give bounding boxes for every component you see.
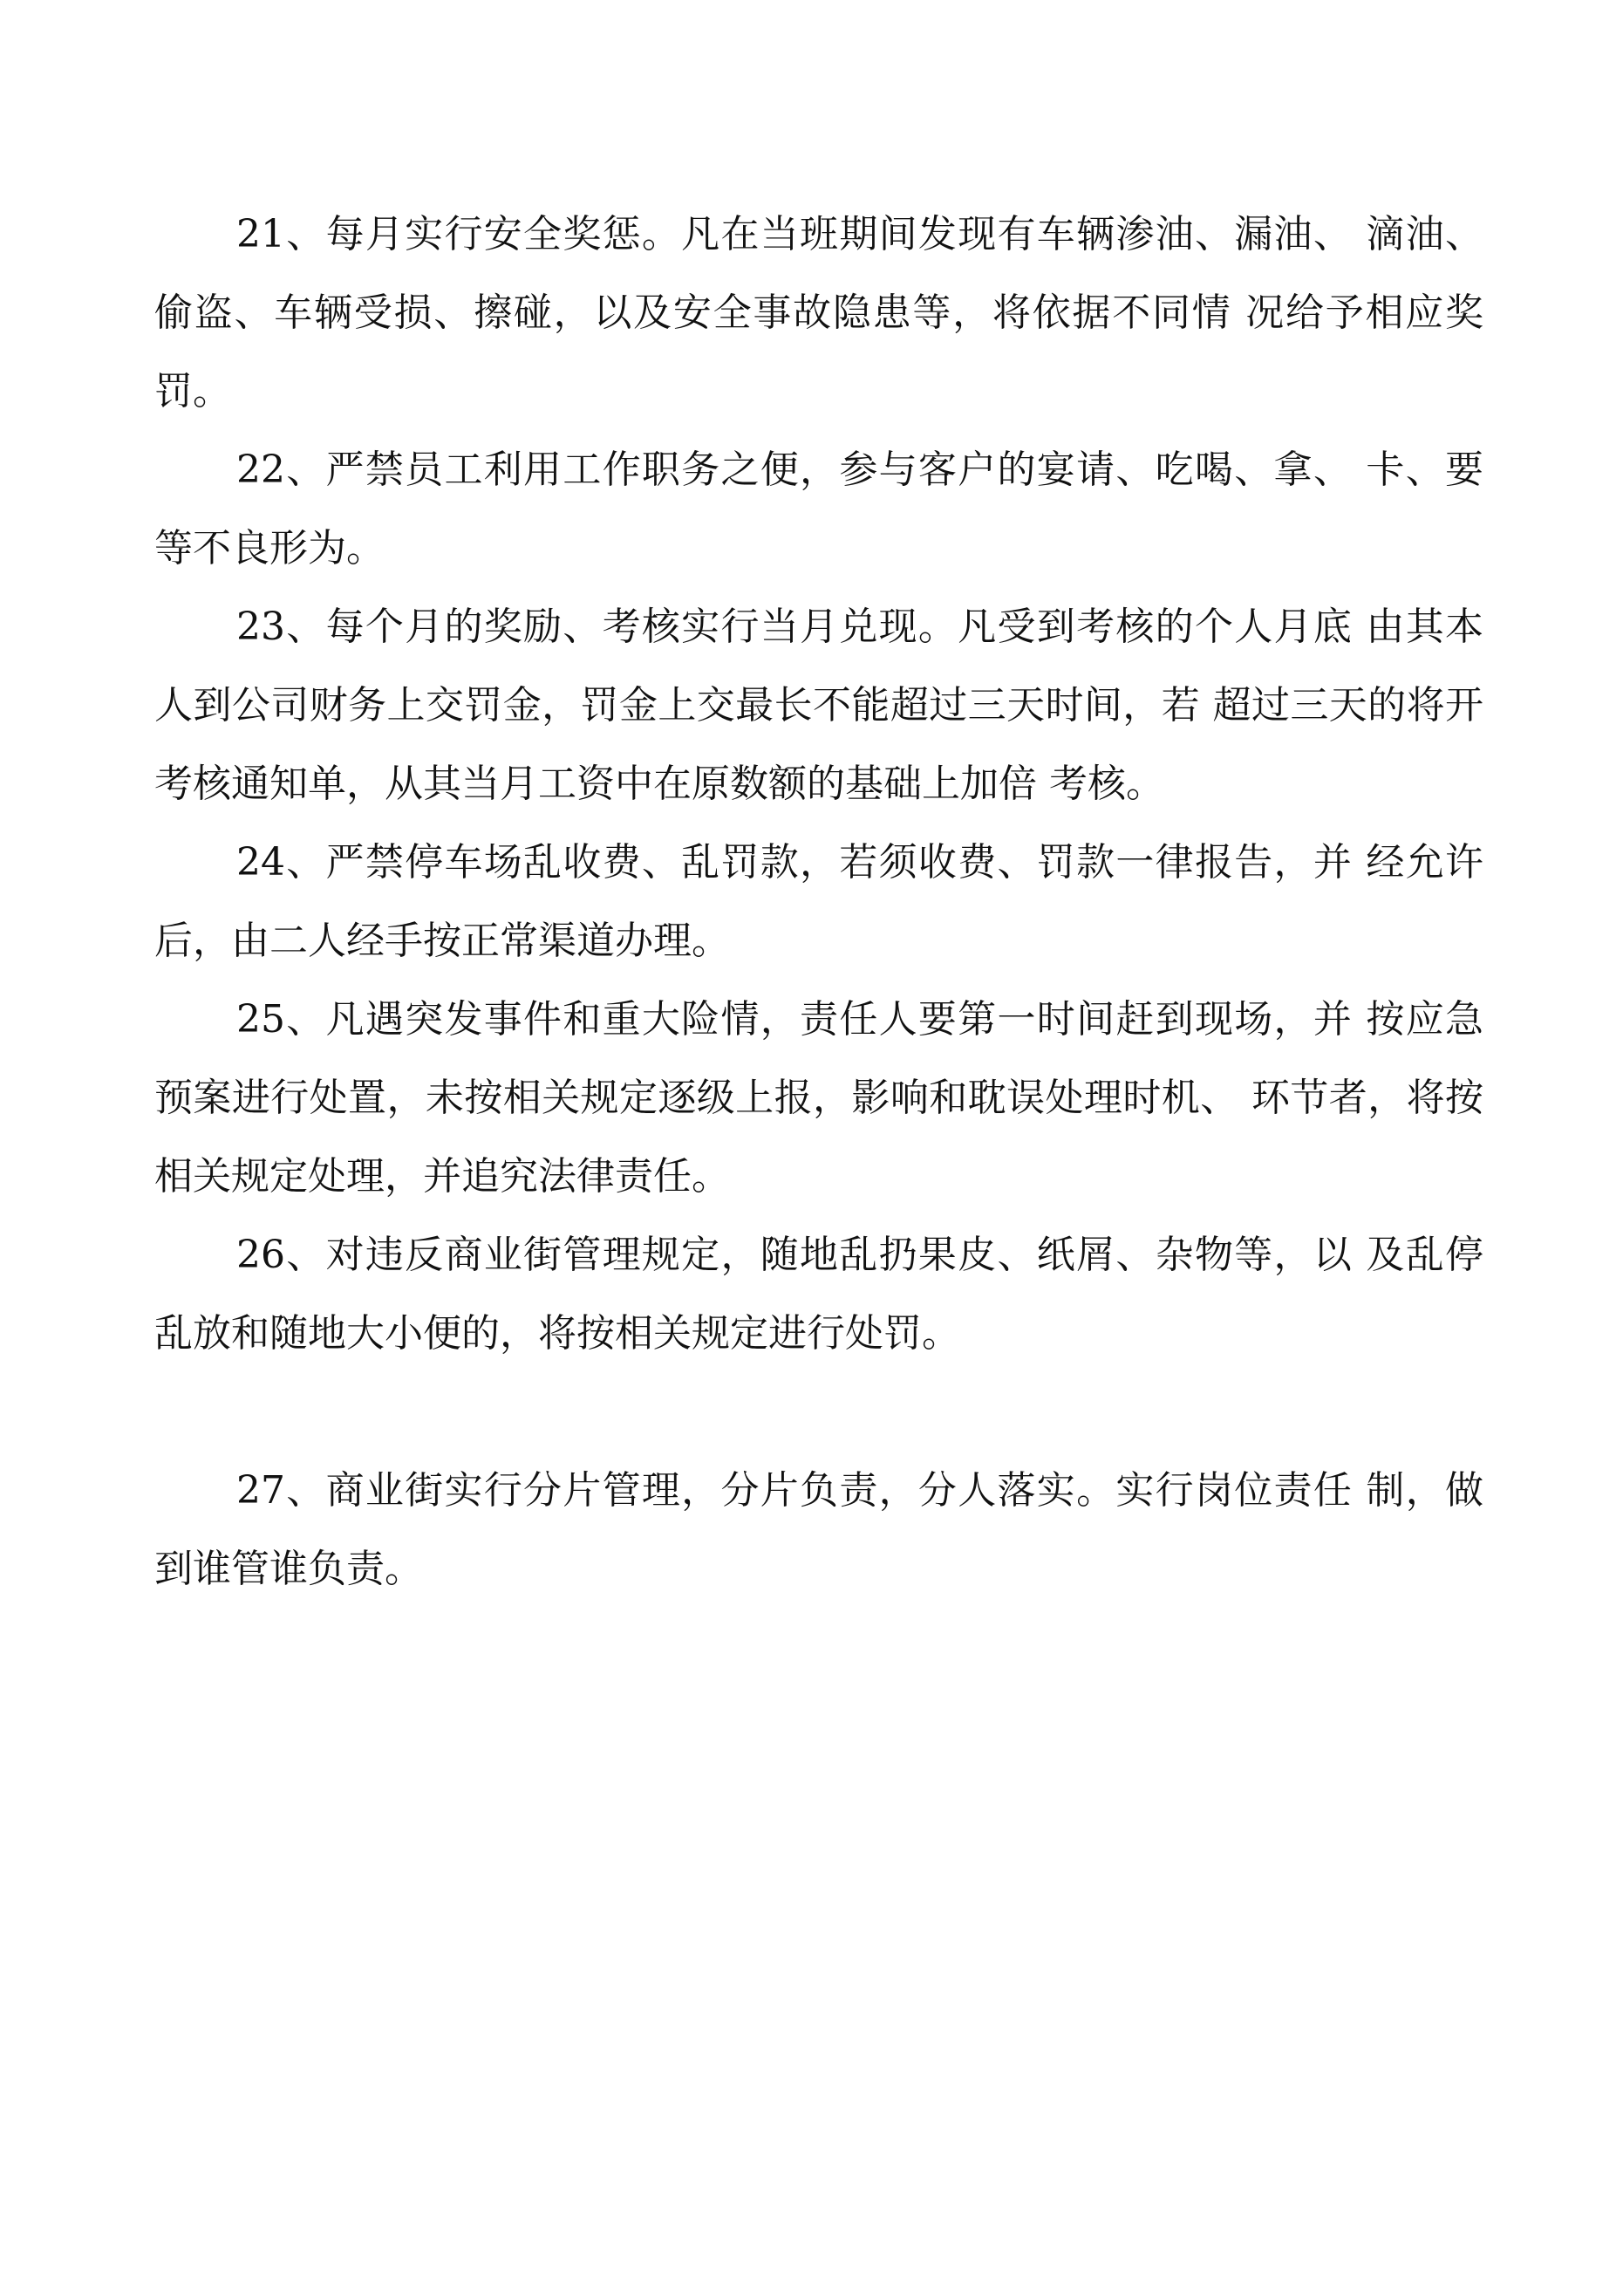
document-body bbox=[154, 195, 1483, 1609]
paragraph-23: 23、每个月的奖励、考核实行当月兑现。凡受到考核的个人月底 由其本人到公司财务上交罚金，罚金上交最长不能超过三天时间，若 超过三天的将开考核通知单，从其当月工资中在原数额的基础上加倍 考核。 bbox=[154, 605, 1483, 806]
paragraph-22: 22、严禁员工利用工作职务之便，参与客户的宴请、吃喝、拿、 卡、要等不良形为。 bbox=[154, 448, 1483, 571]
paragraph-24: 24、严禁停车场乱收费、乱罚款，若须收费、罚款一律报告，并 经允许后，由二人经手按正常渠道办理。 bbox=[154, 840, 1483, 963]
paragraph-27: 27、商业街实行分片管理，分片负责，分人落实。实行岗位责任 制，做到谁管谁负责。 bbox=[154, 1468, 1483, 1591]
paragraph-spacer bbox=[154, 1373, 1483, 1452]
paragraph-26: 26、对违反商业街管理规定，随地乱扔果皮、纸屑、杂物等，以 及乱停乱放和随地大小便的，将按相关规定进行处罚。 bbox=[154, 1233, 1483, 1356]
paragraph-21: 21、每月实行安全奖惩。凡在当班期间发现有车辆渗油、漏油、 滴油、偷盗、车辆受损、擦碰，以及安全事故隐患等，将依据不同情 况给予相应奖罚。 bbox=[154, 212, 1483, 413]
paragraph-25: 25、凡遇突发事件和重大险情，责任人要第一时间赶到现场，并 按应急预案进行处置，未按相关规定逐级上报，影响和耽误处理时机、 环节者，将按相关规定处理，并追究法律责任。 bbox=[154, 997, 1483, 1199]
